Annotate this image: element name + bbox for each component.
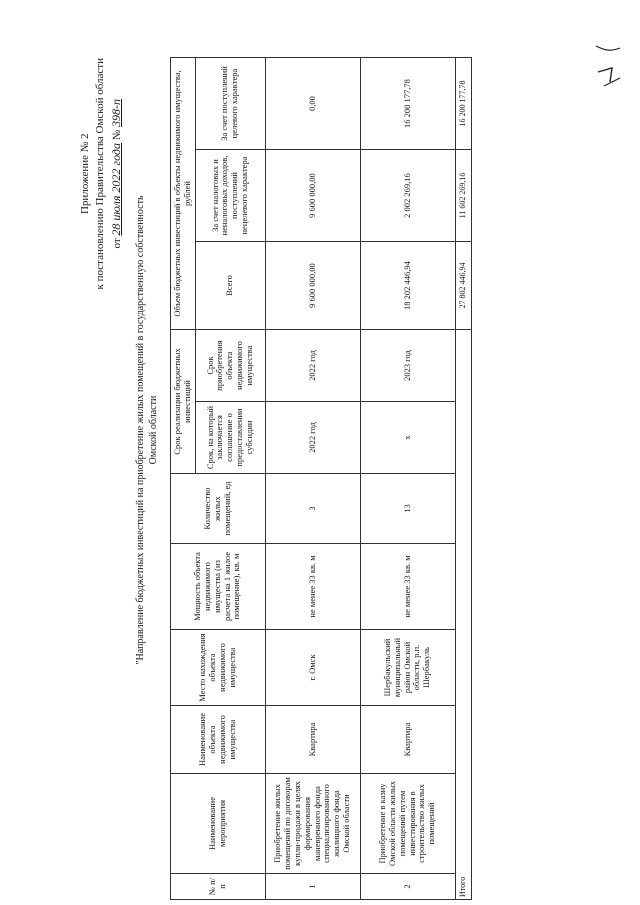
document-sheet xyxy=(70,40,630,900)
col-total-header: Всего xyxy=(195,242,265,330)
col-period-contract-header: Срок, на который заключается соглашение о предоставлении субсидии xyxy=(195,402,265,474)
col-location-header: Место нахождения объекта недвижимого имущества xyxy=(171,630,266,706)
col-period-group-header: Срок реализации бюджетных инвестиций xyxy=(171,330,196,474)
table-row: 2 Приобретение в казну Омской области жилых помещений путем инвестирования в строительство жилых помещений Квартира Шербакульский муниципальный район Омской области, р.п. Шербакуль не менее 33 кв. м 13 х 2023 год 18 202 446,94 2 002 269,16 16 200 177,78 xyxy=(360,58,455,900)
investment-table xyxy=(170,57,472,900)
col-capacity-header: Мощность объекта недвижимого имущества (из расчета на 1 жилое помещение), кв. м xyxy=(171,544,266,630)
document-title: "Направление бюджетных инвестиций на приобретение жилых помещений в государственную собственность Омской области xyxy=(135,195,159,665)
appendix-block xyxy=(78,58,125,289)
total-label: Итого xyxy=(455,330,471,900)
col-targeted-header: За счет поступлений целевого характера xyxy=(195,58,265,150)
total-row xyxy=(455,58,471,900)
total-targeted: 16 200 177,78 xyxy=(455,58,471,150)
decree-date: 28 июля 2022 года xyxy=(108,142,123,236)
decree-date-line: от 28 июля 2022 года № 398-п xyxy=(108,98,123,249)
total-sum: 27 802 446,94 xyxy=(455,242,471,330)
table-row: 1 Приобретение жилых помещений по договорам купли-продажи в целях формирования маневренного фонда специализированного жилищного фонда Омской области Квартира г. Омск не менее 33 кв. м 3 2022 год 2022 год 9 600 000,00 9 600 000,00 0,00 xyxy=(265,58,360,900)
decree-label: к постановлению Правительства Омской области xyxy=(93,58,106,290)
col-period-acquire-header: Срок приобретения объекта недвижимого имущества xyxy=(195,330,265,402)
col-object-header: Наименование объекта недвижимого имущества xyxy=(171,706,266,774)
appendix-label: Приложение № 2 xyxy=(79,133,91,215)
header-row-1 xyxy=(171,58,196,900)
col-num-header: № п/п xyxy=(171,874,266,900)
col-count-header: Количество жилых помещений, ед xyxy=(171,474,266,544)
col-tax-header: За счет налоговых и неналоговых доходов, поступлений нецелевого характера xyxy=(195,150,265,242)
decree-number: 398-п xyxy=(108,98,123,127)
col-volume-group-header: Объем бюджетных инвестиций в объекты недвижимого имущества, рублей xyxy=(171,58,196,330)
col-activity-header: Наименование мероприятия xyxy=(171,774,266,874)
total-tax: 11 602 269,16 xyxy=(455,150,471,242)
